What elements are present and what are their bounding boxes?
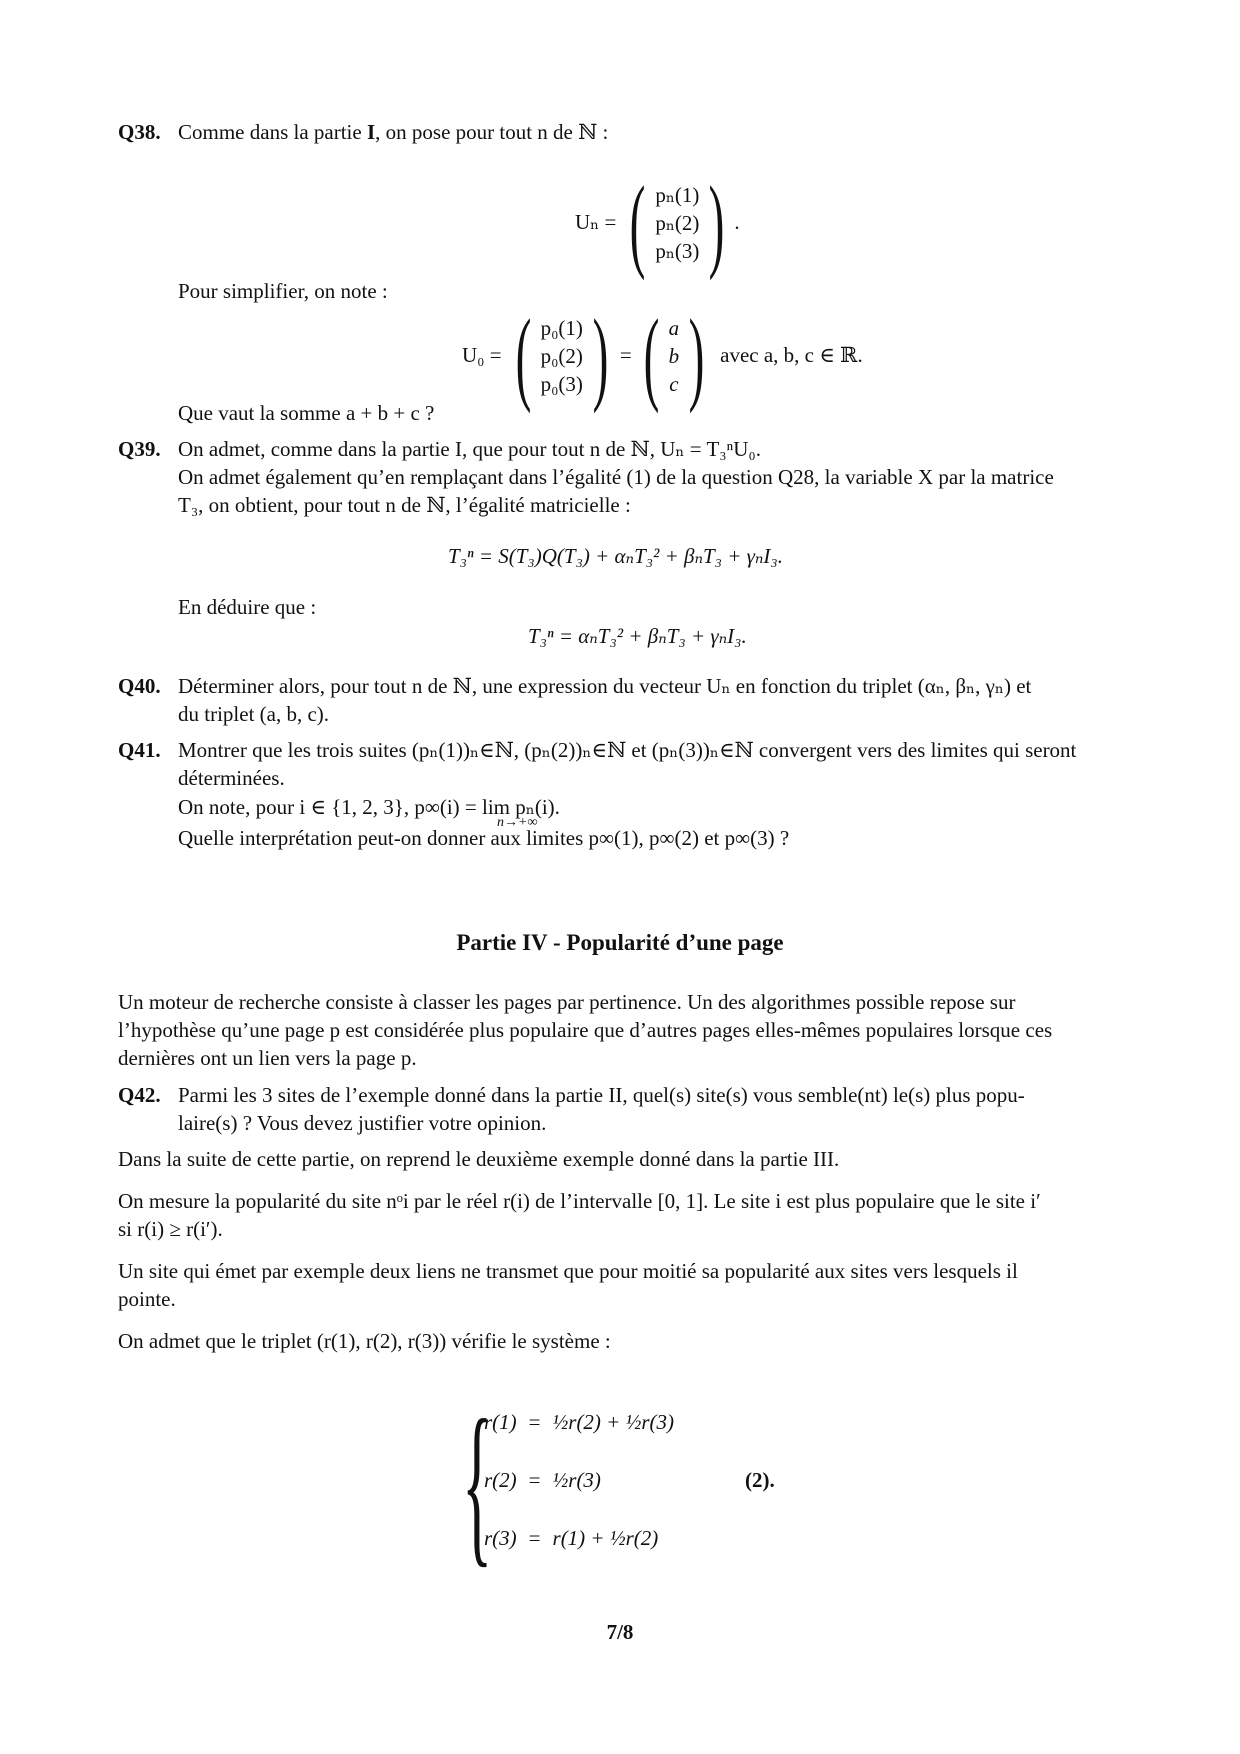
equation-system <box>478 1393 680 1567</box>
after-p3-line1: Un site qui émet par exemple deux liens ne transmet que pour moitié sa popularité aux sites vers lesquels il <box>118 1259 1018 1283</box>
q41-line2: déterminées. <box>178 766 285 790</box>
q40-label: Q40. <box>118 674 161 698</box>
q39-line2: On admet également qu’en remplaçant dans l’égalité (1) de la question Q28, la variable X par la matrice <box>178 465 1054 489</box>
q41-line1: Montrer que les trois suites (pₙ(1))ₙ∈ℕ, (pₙ(2))ₙ∈ℕ et (pₙ(3))ₙ∈ℕ convergent vers des limites qui seront <box>178 738 1077 762</box>
q41-line3: On note, pour i ∈ {1, 2, 3}, p∞(i) = lim pₙ(i). <box>178 795 560 819</box>
q41-line4: Quelle interprétation peut-on donner aux limites p∞(1), p∞(2) et p∞(3) ? <box>178 826 790 850</box>
q38-simplify: Pour simplifier, on note : <box>178 279 388 303</box>
q39-line1: On admet, comme dans la partie I, que pour tout n de ℕ, Uₙ = T₃ⁿU₀. <box>178 437 761 461</box>
after-p1: Dans la suite de cette partie, on reprend le deuxième exemple donné dans la partie III. <box>118 1147 840 1171</box>
system-label: (2). <box>745 1468 775 1492</box>
section-title: Partie IV - Popularité d’une page <box>456 930 784 955</box>
q39-equation-2: T₃ⁿ = αₙT₃² + βₙT₃ + γₙI₃. <box>528 624 747 648</box>
system-row: r(1) = ½r(2) + ½r(3) <box>484 1409 675 1434</box>
q38-label: Q38. <box>118 120 161 144</box>
q39-deduce: En déduire que : <box>178 595 317 619</box>
q39-label: Q39. <box>118 437 161 461</box>
u0-definition: U₀ = ( p₀(1) p₀(2) p₀(3) ) = ( a b c ) avec a, b, c ∈ ℝ. <box>462 297 863 414</box>
system-brace: { <box>462 1383 493 1582</box>
para1-line3: dernières ont un lien vers la page p. <box>118 1046 417 1070</box>
q42-line1: Parmi les 3 sites de l’exemple donné dans la partie II, quel(s) site(s) vous semble(nt) le(s) plus popu- <box>178 1083 1025 1107</box>
after-p4: On admet que le triplet (r(1), r(2), r(3)) vérifie le système : <box>118 1329 611 1353</box>
q38-intro: Comme dans la partie I, on pose pour tout n de ℕ : <box>178 120 609 144</box>
lim-subscript: n→+∞ <box>497 815 538 830</box>
system-row: r(3) = r(1) + ½r(2) <box>484 1525 659 1550</box>
system-row: r(2) = ½r(3) <box>484 1467 601 1492</box>
q40-line1: Déterminer alors, pour tout n de ℕ, une expression du vecteur Uₙ en fonction du triplet (αₙ, βₙ, γₙ) et <box>178 674 1032 698</box>
q39-equation-1: T₃ⁿ = S(T₃)Q(T₃) + αₙT₃² + βₙT₃ + γₙI₃. <box>448 544 783 568</box>
page-number: 7/8 <box>606 1620 634 1644</box>
after-p3-line2: pointe. <box>118 1287 176 1311</box>
para1-line1: Un moteur de recherche consiste à classer les pages par pertinence. Un des algorithmes possible repose sur <box>118 990 1016 1014</box>
para1-line2: l’hypothèse qu’une page p est considérée plus populaire que d’autres pages elles-mêmes populaires lorsque ces <box>118 1018 1053 1042</box>
q41-label: Q41. <box>118 738 161 762</box>
q38-question: Que vaut la somme a + b + c ? <box>178 401 435 425</box>
q39-line3: T₃, on obtient, pour tout n de ℕ, l’égalité matricielle : <box>178 493 631 517</box>
after-p2-line1: On mesure la popularité du site nᵒi par le réel r(i) de l’intervalle [0, 1]. Le site i est plus populaire que le site i′ <box>118 1189 1041 1213</box>
q42-label: Q42. <box>118 1083 161 1107</box>
q40-line2: du triplet (a, b, c). <box>178 702 330 726</box>
q42-line2: laire(s) ? Vous devez justifier votre opinion. <box>178 1111 547 1135</box>
after-p2-line2: si r(i) ≥ r(i′). <box>118 1217 223 1241</box>
un-definition: Uₙ = ( pₙ(1) pₙ(2) pₙ(3) ) . <box>575 164 740 281</box>
